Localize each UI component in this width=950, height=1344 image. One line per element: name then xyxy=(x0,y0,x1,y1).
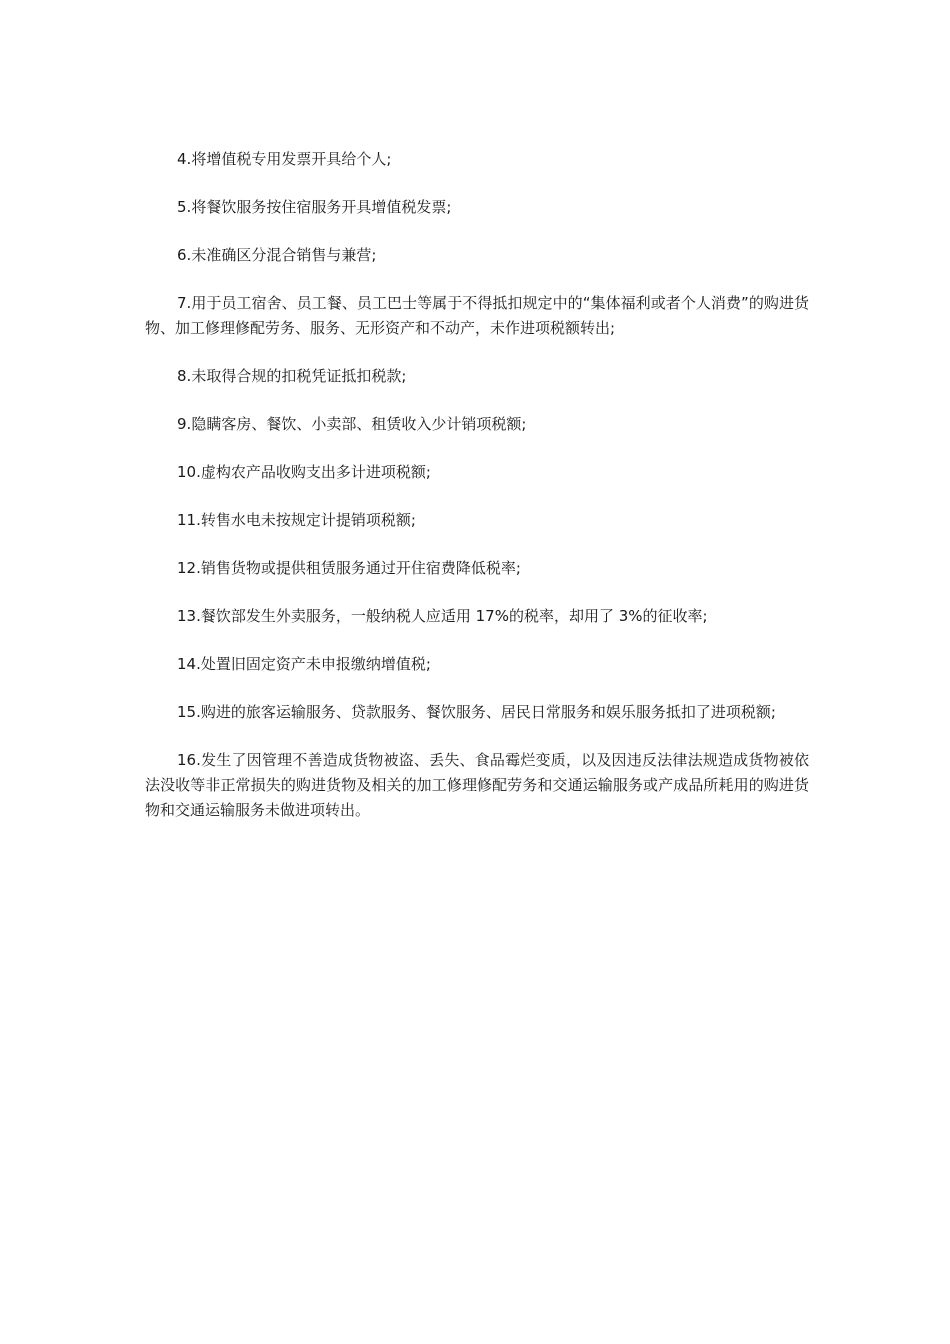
item-text: 餐饮部发生外卖服务，一般纳税人应适用 17%的税率，却用了 3%的征收率; xyxy=(200,607,708,625)
item-text: 隐瞒客房、餐饮、小卖部、租赁收入少计销项税额; xyxy=(191,415,527,433)
item-number: 7. xyxy=(177,294,192,312)
item-number: 6. xyxy=(177,246,192,264)
list-item xyxy=(145,508,809,533)
item-text: 将餐饮服务按住宿服务开具增值税发票; xyxy=(191,198,452,216)
list-item xyxy=(145,460,809,485)
item-text: 处置旧固定资产未申报缴纳增值税; xyxy=(200,655,431,673)
list-item xyxy=(145,243,809,268)
item-number: 4. xyxy=(177,150,192,168)
list-item xyxy=(145,291,809,341)
item-number: 16. xyxy=(177,751,201,769)
item-text: 发生了因管理不善造成货物被盗、丢失、食品霉烂变质，以及因违反法律法规造成货物被依法没收等非正常损失的购进货物及相关的加工修理修配劳务和交通运输服务或产成品所耗用的购进货物和交通运输服务未做进项转出。 xyxy=(145,751,809,819)
list-item xyxy=(145,652,809,677)
item-text: 用于员工宿舍、员工餐、员工巴士等属于不得抵扣规定中的“集体福利或者个人消费”的购进货物、加工修理修配劳务、服务、无形资产和不动产，未作进项税额转出; xyxy=(145,294,809,337)
list-item xyxy=(145,195,809,220)
item-text: 销售货物或提供租赁服务通过开住宿费降低税率; xyxy=(200,559,521,577)
document-body xyxy=(145,147,809,846)
item-text: 未准确区分混合销售与兼营; xyxy=(191,246,377,264)
item-number: 5. xyxy=(177,198,192,216)
item-number: 12. xyxy=(177,559,201,577)
item-number: 10. xyxy=(177,463,201,481)
item-number: 9. xyxy=(177,415,192,433)
list-item xyxy=(145,412,809,437)
item-number: 8. xyxy=(177,367,192,385)
list-item xyxy=(145,556,809,581)
item-number: 13. xyxy=(177,607,201,625)
list-item xyxy=(145,604,809,629)
list-item xyxy=(145,147,809,172)
item-text: 虚构农产品收购支出多计进项税额; xyxy=(200,463,431,481)
item-text: 未取得合规的扣税凭证抵扣税款; xyxy=(191,367,407,385)
item-number: 14. xyxy=(177,655,201,673)
item-text: 将增值税专用发票开具给个人; xyxy=(191,150,392,168)
list-item xyxy=(145,364,809,389)
item-number: 15. xyxy=(177,703,201,721)
item-text: 转售水电未按规定计提销项税额; xyxy=(200,511,416,529)
item-number: 11. xyxy=(177,511,201,529)
list-item xyxy=(145,748,809,823)
list-item xyxy=(145,700,809,725)
item-text: 购进的旅客运输服务、贷款服务、餐饮服务、居民日常服务和娱乐服务抵扣了进项税额; xyxy=(200,703,776,721)
